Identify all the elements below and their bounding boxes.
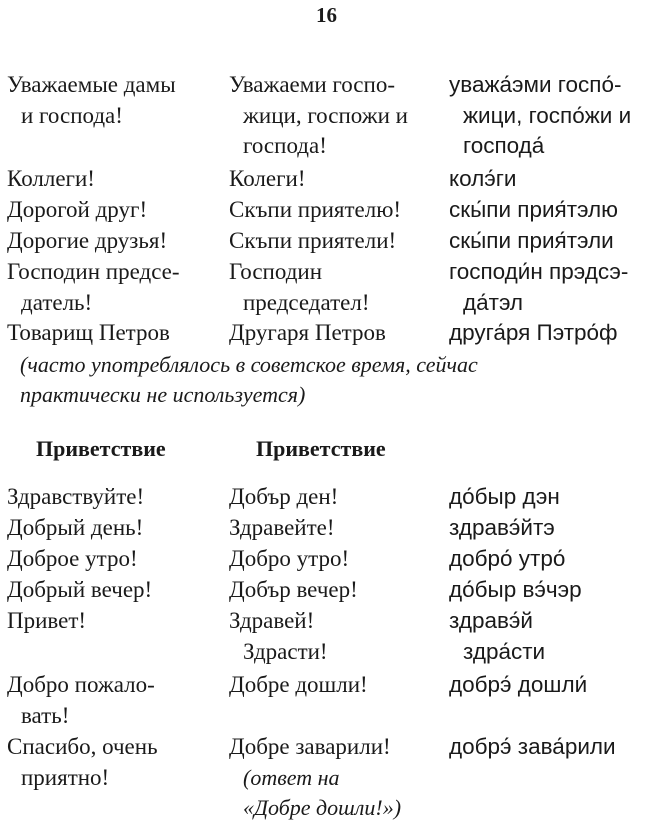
ru-line: Добрый вечер! [7, 577, 153, 602]
transcription-cell [449, 318, 618, 349]
bg-cell [229, 195, 401, 226]
bg-cell [229, 606, 328, 667]
ru-line: Товарищ Петров [7, 320, 170, 345]
ru-cell [7, 544, 138, 575]
note-line: практически не используется) [20, 382, 306, 407]
transcription-cell [449, 482, 560, 513]
bg-line: Колеги! [229, 166, 306, 191]
ru-cell [7, 70, 176, 131]
bg-cell [229, 732, 391, 763]
ru-cell [7, 513, 143, 544]
ru-line: вать! [21, 702, 70, 728]
ru-line: Дорогой друг! [7, 197, 148, 222]
bg-line: Добър ден! [229, 484, 339, 509]
tr-line: добрэ́ зава́рили [449, 734, 616, 759]
bg-cell [229, 513, 335, 544]
bg-cell [229, 670, 368, 701]
note-line: (часто употреблялось в советское время, сейчас [20, 352, 478, 377]
tr-line: колэ́ги [449, 166, 517, 191]
transcription-cell [449, 164, 517, 195]
bg-line: Здрасти! [243, 638, 328, 664]
tr-line: добро́ утро́ [449, 546, 566, 571]
note-line: «Добре дошли!») [243, 795, 402, 820]
bg-cell [229, 257, 370, 318]
tr-line: до́быр дэн [449, 484, 560, 509]
ru-line: Здравствуйте! [7, 484, 145, 509]
tr-line: здравэ́йтэ [449, 515, 555, 540]
ru-line: Доброе утро! [7, 546, 138, 571]
tr-line: уважа́эми госпо́- [449, 72, 622, 97]
transcription-cell [449, 195, 618, 226]
tr-line: господи́н прэдсэ- [449, 259, 629, 284]
bg-line: Здравей! [229, 608, 315, 633]
bg-line: Уважаеми госпо- [229, 72, 395, 97]
bg-line: Добре дошли! [229, 672, 368, 697]
transcription-cell [449, 575, 582, 606]
bg-cell [229, 318, 386, 349]
bg-cell [229, 575, 358, 606]
bg-line: Скъпи приятели! [229, 228, 397, 253]
ru-cell [7, 482, 144, 513]
ru-line: Коллеги! [7, 166, 95, 191]
bg-cell [229, 482, 338, 513]
tr-line: друга́ря Пэтро́ф [449, 320, 618, 345]
transcription-cell [449, 70, 631, 162]
ru-cell [7, 226, 167, 257]
bg-line: Добре заварили! [229, 734, 391, 759]
ru-cell [7, 606, 86, 637]
bg-line: Господин [229, 259, 323, 284]
reply-note [243, 763, 401, 823]
tr-line: жици, госпо́жи и [463, 102, 632, 128]
note-line: (ответ на [243, 765, 340, 790]
tr-line: добрэ́ дошли́ [449, 672, 588, 697]
ru-line: датель! [21, 289, 93, 315]
transcription-cell [449, 226, 614, 257]
tr-line: до́быр вэ́чэр [449, 577, 582, 602]
section-heading-bg: Приветствие [256, 436, 386, 461]
ru-cell [7, 164, 95, 195]
tr-line: господа́ [463, 133, 545, 158]
bg-cell [229, 70, 408, 162]
bg-line: господа! [243, 133, 327, 158]
ru-line: Спасибо, очень [7, 734, 158, 759]
bg-line: Добър вечер! [229, 577, 358, 602]
transcription-cell [449, 732, 616, 763]
usage-note [20, 350, 478, 410]
bg-cell [229, 544, 349, 575]
bg-line: председател! [243, 289, 370, 315]
page-number: 16 [316, 3, 337, 27]
transcription-cell [449, 257, 628, 318]
section-heading-ru: Приветствие [36, 436, 166, 461]
tr-line: скы́пи прия́тэли [449, 228, 614, 253]
bg-line: Здравейте! [229, 515, 335, 540]
ru-cell [7, 670, 155, 731]
ru-line: Дорогие друзья! [7, 228, 168, 253]
transcription-cell [449, 513, 555, 544]
bg-line: жици, госпожи и [243, 102, 408, 128]
transcription-cell [449, 544, 565, 575]
ru-line: и господа! [21, 102, 123, 128]
bg-cell [229, 226, 396, 257]
ru-cell [7, 575, 152, 606]
tr-line: здра́сти [463, 638, 546, 664]
ru-line: Господин предсе- [7, 259, 180, 284]
bg-line: Скъпи приятелю! [229, 197, 402, 222]
bg-line: Другаря Петров [229, 320, 386, 345]
ru-line: Привет! [7, 608, 87, 633]
transcription-cell [449, 670, 587, 701]
ru-line: Добро пожало- [7, 672, 155, 697]
ru-line: Добрый день! [7, 515, 144, 540]
tr-line: да́тэл [463, 289, 524, 315]
ru-line: Уважаемые дамы [7, 72, 176, 97]
ru-cell [7, 318, 170, 349]
ru-cell [7, 195, 147, 226]
ru-cell [7, 257, 180, 318]
ru-line: приятно! [21, 764, 110, 790]
tr-line: здравэ́й [449, 608, 533, 633]
bg-line: Добро утро! [229, 546, 350, 571]
transcription-cell [449, 606, 545, 667]
tr-line: скы́пи прия́тэлю [449, 197, 619, 222]
ru-cell [7, 732, 158, 793]
bg-cell [229, 164, 305, 195]
